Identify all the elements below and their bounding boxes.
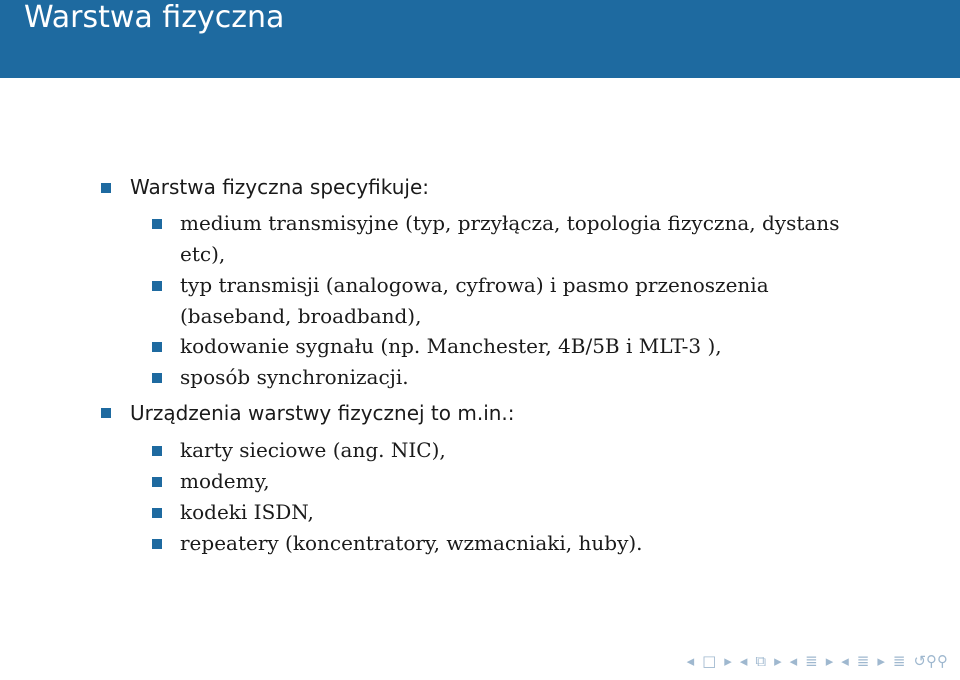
prev-subsection-icon[interactable]: ◂	[739, 652, 748, 670]
bullet-square-icon	[101, 408, 111, 418]
next-subsection-icon[interactable]: ▸	[774, 652, 782, 670]
bullet-1-3: kodowanie sygnału (np. Manchester, 4B/5B i MLT-3 ),	[180, 334, 722, 358]
bullet-1-1-cont: etc),	[180, 242, 226, 266]
next-frame-icon[interactable]: ▸	[724, 652, 732, 670]
appendix-icon[interactable]: ≣	[892, 652, 906, 670]
bullet-square-icon	[152, 477, 162, 487]
next-part-icon[interactable]: ▸	[877, 652, 885, 670]
prev-frame-icon[interactable]: ◂	[686, 652, 695, 670]
bullet-1-2: typ transmisji (analogowa, cyfrowa) i pasmo przenoszenia	[180, 273, 769, 297]
bullet-2-3: kodeki ISDN,	[180, 500, 314, 524]
subsection-icon[interactable]: ⧉	[755, 652, 767, 670]
search-zoom-icon[interactable]: ↺⚲⚲	[913, 652, 948, 670]
bullet-square-icon	[152, 281, 162, 291]
bullet-square-icon	[152, 342, 162, 352]
bullet-square-icon	[152, 508, 162, 518]
next-section-icon[interactable]: ▸	[825, 652, 834, 670]
section-icon[interactable]: ≣	[805, 652, 818, 670]
bullet-2-4: repeatery (koncentratory, wzmacniaki, huby).	[180, 531, 643, 555]
part-icon[interactable]: ≣	[856, 652, 870, 670]
frame-icon[interactable]: □	[702, 652, 717, 670]
bullet-2-1: karty sieciowe (ang. NIC),	[180, 438, 446, 462]
bullet-square-icon	[152, 373, 162, 383]
bullet-square-icon	[152, 219, 162, 229]
beamer-navigation	[687, 652, 948, 670]
bullet-2-2: modemy,	[180, 469, 270, 493]
bullet-1-2-cont: (baseband, broadband),	[180, 304, 422, 328]
prev-section-icon[interactable]: ◂	[789, 652, 798, 670]
bullet-square-icon	[101, 183, 111, 193]
bullet-1: Warstwa fizyczna specyfikuje:	[130, 175, 430, 199]
bullet-1-1: medium transmisyjne (typ, przyłącza, topologia fizyczna, dystans	[180, 211, 840, 235]
prev-part-icon[interactable]: ◂	[841, 652, 849, 670]
bullet-square-icon	[152, 539, 162, 549]
bullet-2: Urządzenia warstwy fizycznej to m.in.:	[130, 401, 515, 425]
slide-title: Warstwa fizyczna	[24, 0, 285, 35]
bullet-1-4: sposób synchronizacji.	[180, 365, 409, 389]
bullet-square-icon	[152, 446, 162, 456]
